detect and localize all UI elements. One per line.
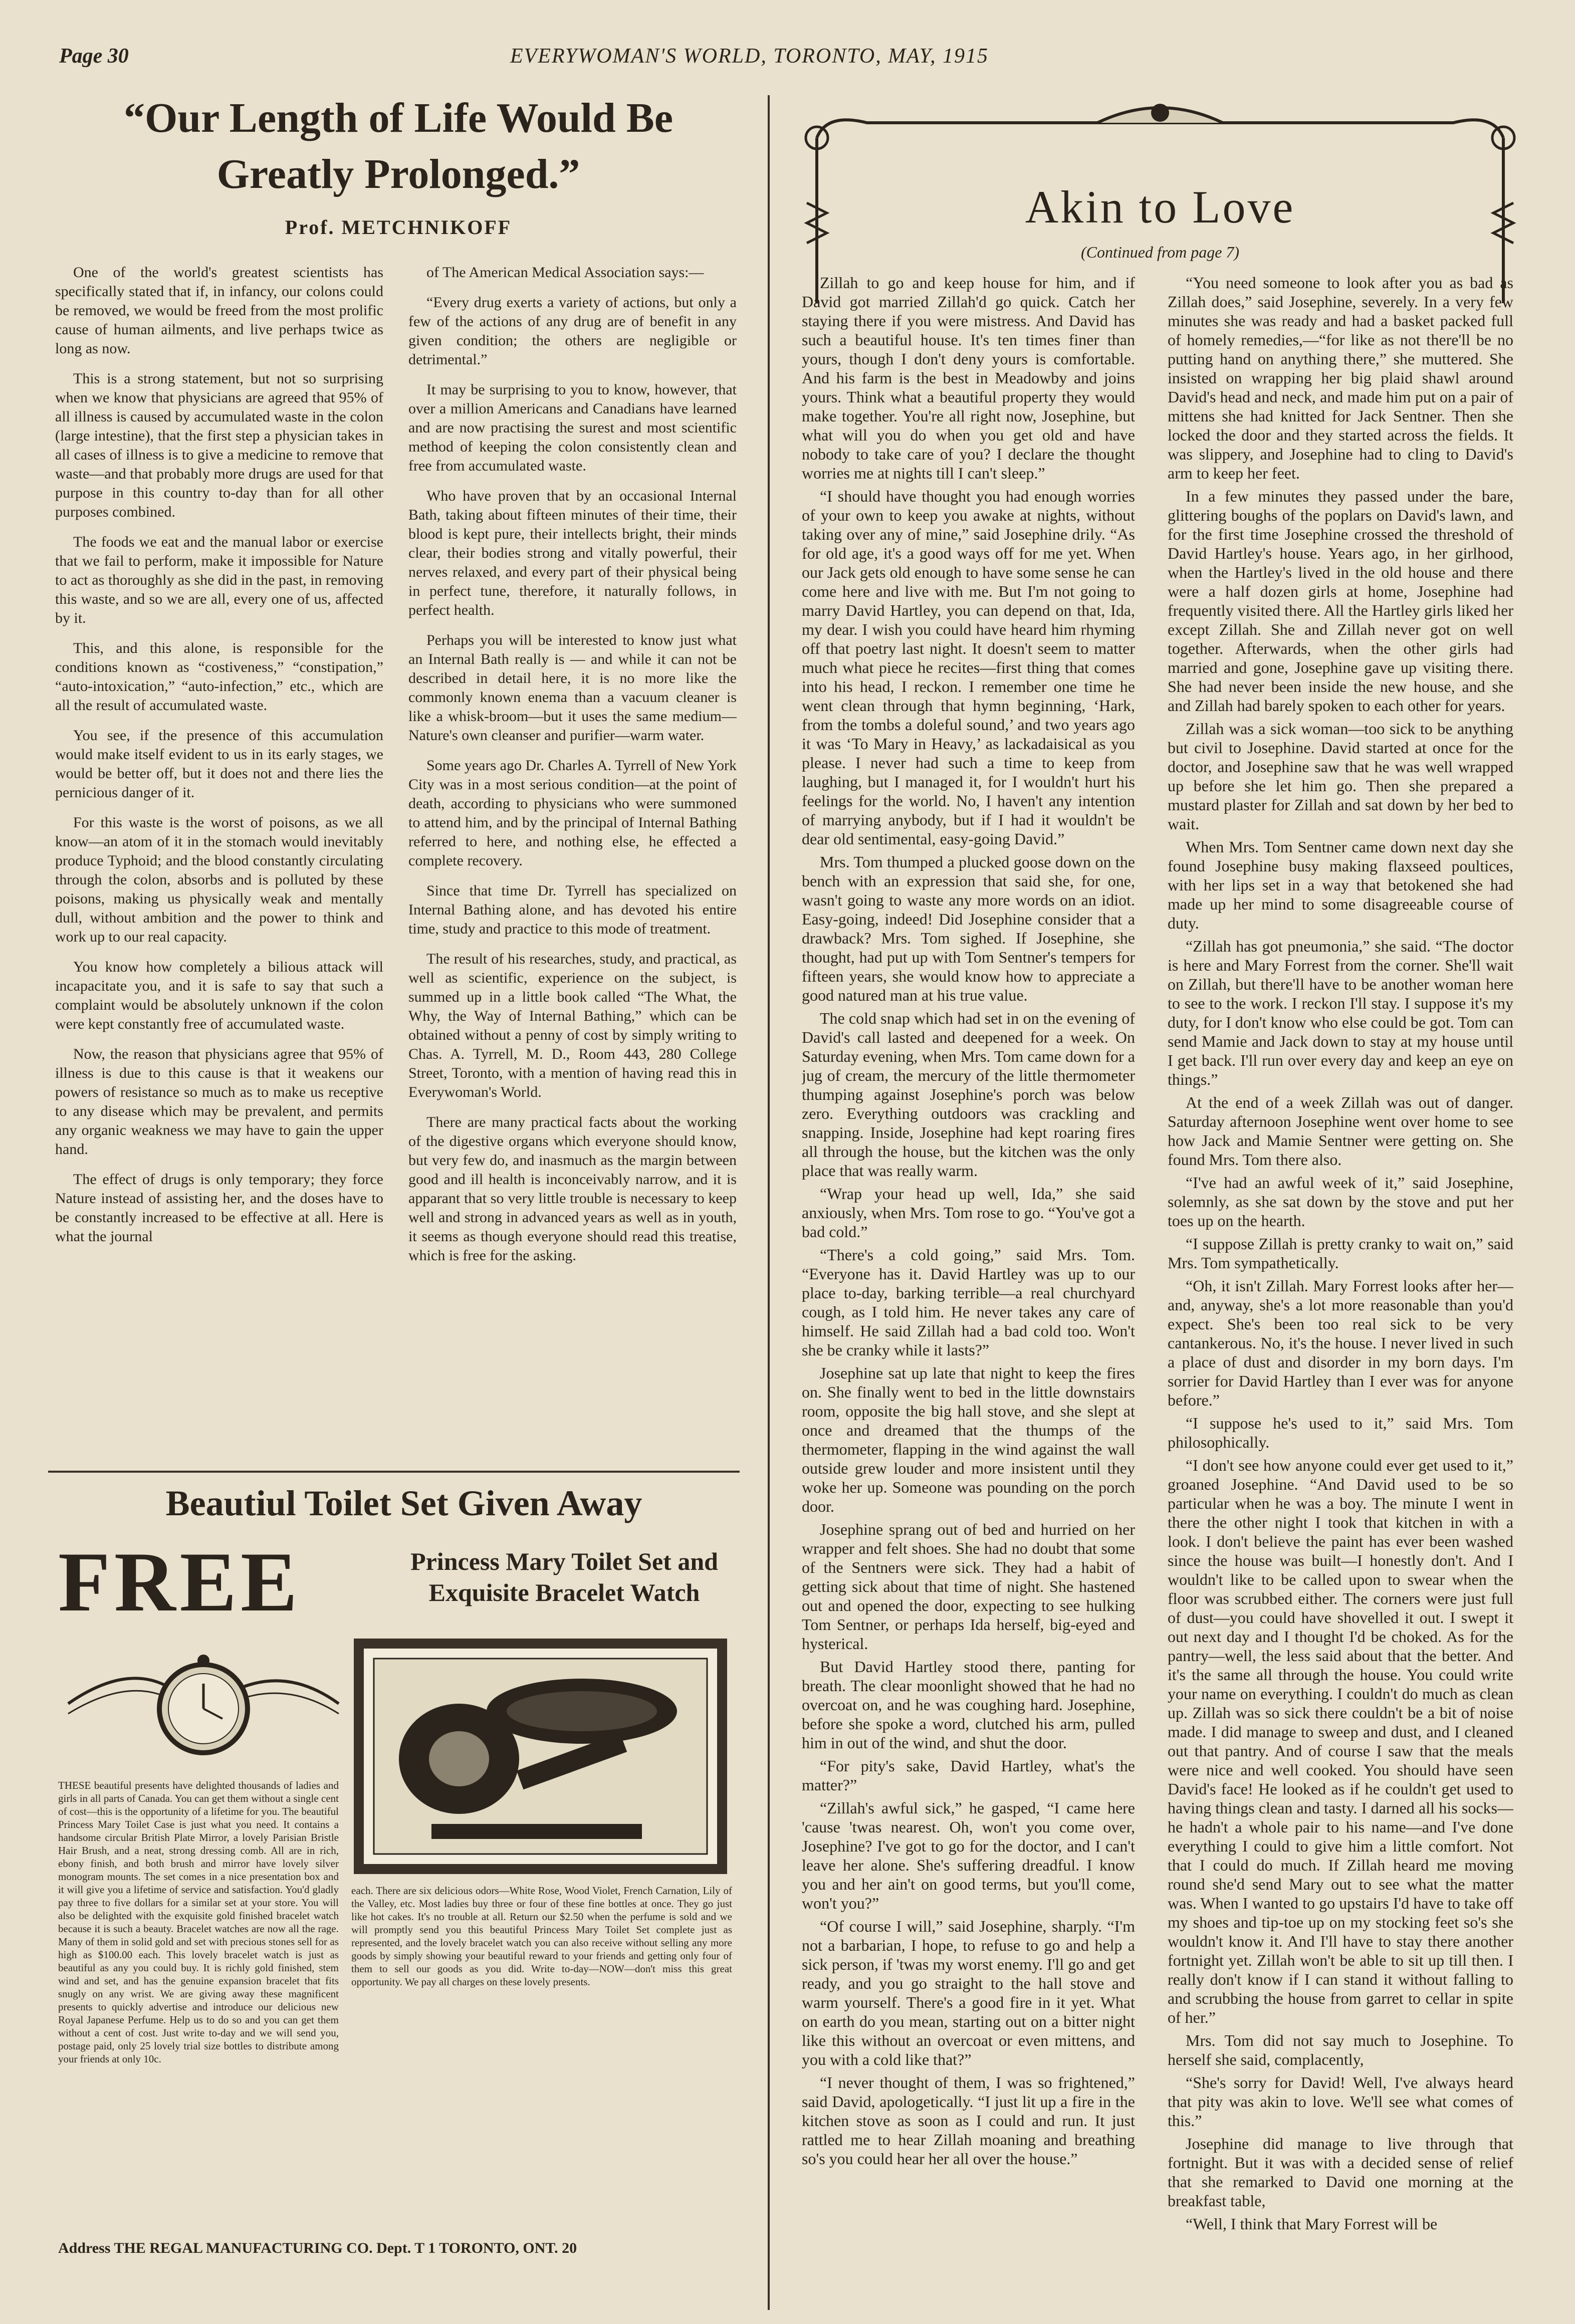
story-headline: Akin to Love <box>1025 181 1295 233</box>
article-column-1 <box>55 263 383 1446</box>
paragraph: “I should have thought you had enough worries of your own to keep you awake at nights, without taking over any of mine,” said Josephine drily. “As for old age, it's a good ways off for me yet. When our Jack gets old enough to have some sense he can come here and live with me. But I'm not going to marry David Hartley, you can depend on that, Ida, my dear. I wish you could have heard him rhyming off that poetry last night. It doesn't seem to matter much what piece he recites—first thing that comes into his head, I reckon. I remember one time he went clean through that hymn beginning, ‘Hark, from the tombs a doleful sound,’ and two years ago it was ‘To Mary in Heavy,’ as lackadaisical as you please. I never had such a time to keep from laughing, but I managed it, for I wouldn't hurt his feelings for the world. No, I haven't any intention of marrying anybody, but if I had it wouldn't be dear old sentimental, easy-going David.” <box>802 487 1135 848</box>
paragraph: It may be surprising to you to know, however, that over a million Americans and Canadians have learned and are now practising the surest and most scientific method of keeping the colon consistently clean and free from accumulated waste. <box>408 381 737 474</box>
paragraph: There are many practical facts about the working of the digestive organs which everyone should know, but very few do, and inasmuch as the margin between good and ill health is inconceivably narrow, and it is apparant that so very little trouble is necessary to keep well and strong in advanced years as well as in youth, it seems as though everyone should read this treatise, which is free for the asking. <box>408 1114 737 1264</box>
paragraph: Who have proven that by an occasional Internal Bath, taking about fifteen minutes of their time, their blood is kept pure, their intellects bright, their minds clear, their bodies strong and vitally powerful, their nerves relaxed, and every part of their physical being in perfect tune, therefore, it naturally follows, in perfect health. <box>408 488 737 618</box>
paragraph: Some years ago Dr. Charles A. Tyrrell of New York City was in a most serious condition—at the point of death, according to physicians who were summoned to attend him, and by the principal of Internal Bathing referred to here, and nothing else, he effected a complete recovery. <box>408 757 737 869</box>
article-headline: “Our Length of Life Would Be Greatly Prolonged.” <box>123 95 673 197</box>
paragraph: “Oh, it isn't Zillah. Mary Forrest looks after her—and, anyway, she's a lot more reasonable than you'd expect. She's been too real sick to be very cantankerous. No, it's the house. I never lived in such a place of dust and disorder in my born days. I'm sorrier for David Hartley than I ever was for anyone before.” <box>1168 1277 1513 1409</box>
paragraph: “You need someone to look after you as bad as Zillah does,” said Josephine, severely. In a very few minutes she was ready and had a basket packed full of homely remedies,—“for like as not there'll be no putting hand on anything there,” she muttered. She insisted on wrapping her big plaid shawl around David's head and neck, and made him put on a pair of mittens she had knitted for Jack Sentner. Then she locked the door and they started across the fields. It was slippery, and Josephine had to cling to David's arm to keep her feet. <box>1168 274 1513 482</box>
paragraph: Josephine sat up late that night to keep the fires on. She finally went to bed in the little downstairs room, opposite the big hall stove, and she slept at once and dreamed that the thumps of the thermometer, flapping in the wind against the wall outside grew louder and more insistent until they woke her up. Someone was pounding on the porch door. <box>802 1364 1135 1515</box>
story-column-2 <box>1168 273 1513 2302</box>
ad-free-title: FREE <box>58 1535 302 1629</box>
paragraph: “I suppose Zillah is pretty cranky to wait on,” said Mrs. Tom sympathetically. <box>1168 1235 1513 1272</box>
paragraph: At the end of a week Zillah was out of danger. Saturday afternoon Josephine went over home to see how Jack and Mamie Sentner were getting on. She found Mrs. Tom there also. <box>1168 1093 1513 1169</box>
advertisement <box>48 1478 750 2300</box>
paragraph: In a few minutes they passed under the bare, glittering boughs of the poplars on David's lawn, and for the first time Josephine crossed the threshold of David Hartley's house. Years ago, in her girlhood, when the Hartley's lived in the old house and there were a half dozen girls at home, Josephine had frequently visited there. All the Hartley girls liked her except Zillah. She and Zillah never got on well together. Afterwards, when the other girls had married and gone, Josephine gave up visiting there. She had never been inside the new house, and she and Zillah had barely spoken to each other for years. <box>1168 487 1513 715</box>
story-column-1 <box>802 273 1135 2302</box>
paragraph: “She's sorry for David! Well, I've always heard that pity was akin to love. We'll see what comes of this.” <box>1168 2073 1513 2130</box>
paragraph: Mrs. Tom thumped a plucked goose down on the bench with an expression that said she, for one, wasn't going to waste any more words on an idiot. Easy-going, indeed! Did Josephine consider that a drawback? Mrs. Tom sighed. If Josephine, she thought, had put up with Tom Sentner's tempers for fifteen years, she would know how to appreciate a good natured man at his true value. <box>802 853 1135 1004</box>
paragraph: Mrs. Tom did not say much to Josephine. To herself she said, complacently, <box>1168 2031 1513 2068</box>
paragraph: “I've had an awful week of it,” said Josephine, solemnly, as she sat down by the stove and put her toes up on the hearth. <box>1168 1174 1513 1230</box>
paragraph: “There's a cold going,” said Mrs. Tom. “Everyone has it. David Hartley was up to our place to-day, barking terrible—a real churchyard cough, as I told him. He never takes any care of himself. He said Zillah had a bad cold too. Won't she be cranky while it lasts?” <box>802 1246 1135 1359</box>
paragraph: This is a strong statement, but not so surprising when we know that physicians are agreed that 95% of all illness is caused by accumulated waste in the colon (large intestine), that the first step a physician takes in all cases of illness is to give a medicine to remove that waste—and that probably more drugs are used for that purpose in this country to-day than for all other purposes combined. <box>55 370 383 520</box>
paragraph: “I never thought of them, I was so frightened,” said David, apologetically. “I just lit up a fire in the kitchen stove as soon as I could and run. It just rattled me to hear Zillah moaning and breathing so's you could hear her all over the house.” <box>802 2073 1135 2168</box>
page-header <box>59 44 1522 74</box>
paragraph: The effect of drugs is only temporary; they force Nature instead of assisting her, and the doses have to be constantly increased to be effective at all. Here is what the journal <box>55 1171 383 1245</box>
toilet-set-box-illustration <box>351 1636 730 1877</box>
paragraph: “I don't see how anyone could ever get used to it,” groaned Josephine. “And David used to be so particular when he was a boy. The minute I went in there the other night I took that kitchen in with a look. I don't believe the paint has ever been washed since the house was built—I honestly don't. And I wouldn't like to be called upon to swear when the floor was scrubbed either. The corners were just full of dust—you could have shovelled it out. I swept it out next day and I thought I'd be choked. As for the pantry—well, the less said about that the better. And it's the same all through the house. You could write your name on everything. I couldn't do much as clean up. Zillah was so sick there couldn't be a bit of noise made. I did manage to sweep and dust, and I cleaned out that pantry. And of course I saw that the meals were nice and well cooked. You should have seen David's face! He looked as if he couldn't get used to having things clean and tasty. I darned all his socks—he hadn't a whole pair to his name—and I've done everything I could to give him a little comfort. Not that I could do much. If Zillah heard me moving round she'd send Mary out to see what the matter was. When I wanted to go upstairs I'd have to take off my shoes and tip-toe up on my stocking feet so's she wouldn't know it. And I'll have to stay there another fortnight yet. Zillah won't be able to sit up till then. I really don't know if I can stand it without falling to and scrubbing the house from garret to cellar in spite of her.” <box>1168 1456 1513 2026</box>
paragraph: “For pity's sake, David Hartley, what's the matter?” <box>802 1757 1135 1794</box>
paragraph: “Wrap your head up well, Ida,” she said anxiously, when Mrs. Tom rose to go. “You've got a bad cold.” <box>802 1185 1135 1241</box>
paragraph: “Of course I will,” said Josephine, sharply. “I'm not a barbarian, I hope, to refuse to go and help a sick person, if 'twas my worst enemy. I'll go and get ready, and you go straight to the hall stove and warm yourself. There's a good fire in it yet. What on earth do you mean, starting out on a bitter night like this without an overcoat or even mittens, and you with a cold like that?” <box>802 1917 1135 2068</box>
paragraph: The result of his researches, study, and practical, as well as scientific, experience on the subject, is summed up in a little book called “The What, the Why, the Way of Internal Bathing,” which can be obtained without a penny of cost by simply writing to Chas. A. Tyrrell, M. D., Room 443, 280 College Street, Toronto, with a mention of having read this in Everywoman's World. <box>408 951 737 1100</box>
paragraph: You see, if the presence of this accumulation would make itself evident to us in its early stages, we would be better off, but it does not and there lies the pernicious danger of it. <box>55 727 383 801</box>
paragraph: Zillah to go and keep house for him, and if David got married Zillah'd go quick. Catch her staying there if you were mistress. And David has such a beautiful house. It's ten times finer than yours, though I don't deny yours is comfortable. And his farm is the best in Meadowby and joins yours. Think what a beautiful property they would make together. You're all right now, Josephine, but what will you do when you get old and have nobody to take care of you? I declare the thought worries me at nights till I can't sleep.” <box>802 274 1135 482</box>
paragraph: Perhaps you will be interested to know just what an Internal Bath really is — and while it can not be described in detail here, it is no more like the commonly known enema than a vacuum cleaner is like a whisk-broom—but it uses the same medium—Nature's own cleanser and purifier—warm water. <box>408 632 737 744</box>
section-divider <box>48 1471 740 1473</box>
paragraph: “Zillah has got pneumonia,” she said. “The doctor is here and Mary Forrest from the corner. She'll wait on Zillah, but there'll have to be another woman here to see to the work. I reckon I'll stay. I suppose it's my duty, for I don't know who else could be got. Tom can send Mamie and Jack down to stay at my house until I get back. I'll run over every day and keep an eye on things.” <box>1168 937 1513 1088</box>
paragraph: You know how completely a bilious attack will incapacitate you, and it is safe to say that such a complaint would be absolutely unknown if the colon were kept constantly free of accumulated waste. <box>55 959 383 1032</box>
paragraph: For this waste is the worst of poisons, as we all know—an atom of it in the stomach would inevitably produce Typhoid; and the blood constantly circulating through the colon, absorbs and is polluted by these poisons, making us physically weak and mentally dull, without ambition and the power to think and work up to our real capacity. <box>55 814 383 945</box>
page-number: Page 30 <box>59 45 129 68</box>
ad-body-right: each. There are six delicious odors—White Rose, Wood Violet, French Carnation, Lily of the Valley, etc. Most ladies buy three or four of these fine bottles at once. They go just like hot cakes. It's no trouble at all. Return our $2.50 when the perfume is sold and we will promptly send you this beautiful Princess Mary Toilet Set complete just as represented, and the lovely bracelet watch you can also receive without selling any more goods by simply showing your beautiful reward to your friends and getting only four of them to sell our goods as you did. Write to-day—NOW—don't miss this great opportunity. We pay all charges on these lovely presents. <box>351 1885 732 1988</box>
paragraph: When Mrs. Tom Sentner came down next day she found Josephine busy making flaxseed poultices, with her lips set in a way that betokened she had made up her mind to some disagreeable course of duty. <box>1168 838 1513 932</box>
paragraph: This, and this alone, is responsible for the conditions known as “costiveness,” “constipation,” “auto-intoxication,” “auto-infection,” etc., which are all the result of accumulated waste. <box>55 640 383 714</box>
ad-address: Address THE REGAL MANUFACTURING CO. Dept. T 1 TORONTO, ONT. 20 <box>58 2240 577 2256</box>
paragraph: Josephine sprang out of bed and hurried on her wrapper and felt shoes. She had no doubt that some of the Sentners were sick. They had a habit of getting sick about that time of night. She hastened out and opened the door, expecting to see hulking Tom Sentner, or perhaps Ida herself, big-eyed and hysterical. <box>802 1520 1135 1653</box>
ad-subheadline: Princess Mary Toilet Set and Exquisite Bracelet Watch <box>410 1547 718 1606</box>
paragraph: “Every drug exerts a variety of actions, but only a few of the actions of any drug are of benefit in any given condition; the others are negligible or detrimental.” <box>408 294 737 368</box>
article-column-2 <box>408 263 737 1446</box>
ad-headline: Beautiul Toilet Set Given Away <box>165 1483 642 1523</box>
ad-body-left: THESE beautiful presents have delighted thousands of ladies and girls in all parts of Canada. You can get them without a single cent of cost—this is the opportunity of a lifetime for you. The beautiful Princess Mary Toilet Case is just what you need. It contains a handsome circular British Plate Mirror, a lovely Parisian Bristle Hair Brush, and a neat, strong dressing comb. All are in rich, ebony finish, and both brush and mirror have lovely silver monogram mounts. The set comes in a nice presentation box and it will give you a lifetime of service and satisfaction. You'd gladly pay three to five dollars for a similar set at your store. You will also be delighted with the exquisite gold finished bracelet watch because it is such a beauty. Bracelet watches are now all the rage. Many of them in solid gold and set with precious stones sell for as high as $100.00 each. This lovely bracelet watch is just as beautiful as any you could buy. It is richly gold finished, stem wind and set, and has the genuine expansion bracelet that fits snugly on any wrist. We are giving away these magnificent presents to quickly advertise and introduce our delicious new Royal Japanese Perfume. Help us to do so and you can get them without a cent of cost. Just write to-day and we will send you, postage paid, only 25 lovely trial size bottles to distribute among your friends at only 10c. <box>58 1779 339 2065</box>
masthead: EVERYWOMAN'S WORLD, TORONTO, MAY, 1915 <box>510 45 989 68</box>
paragraph: “I suppose he's used to it,” said Mrs. Tom philosophically. <box>1168 1414 1513 1451</box>
paragraph: The foods we eat and the manual labor or exercise that we fail to perform, make it impossible for Nature to act as thoroughly as she did in the past, in removing this waste, and so we are all, every one of us, affected by it. <box>55 534 383 626</box>
column-divider <box>768 95 770 2310</box>
paragraph: of The American Medical Association says:— <box>426 264 704 281</box>
paragraph: Since that time Dr. Tyrrell has specialized on Internal Bathing alone, and has devoted his entire time, study and practice to this mode of treatment. <box>408 882 737 937</box>
paragraph: Now, the reason that physicians agree that 95% of illness is due to this cause is that it weakens our powers of resistance so much as to make us receptive to any disease which may be prevalent, and permits any organic weakness we may have to gain the upper hand. <box>55 1046 383 1157</box>
paragraph: Zillah was a sick woman—too sick to be anything but civil to Josephine. David started at once for the doctor, and Josephine saw that he was well wrapped up before she let him go. Then she prepared a mustard plaster for Zillah and sat down by her bed to wait. <box>1168 720 1513 833</box>
continued-note: (Continued from page 7) <box>1080 243 1240 261</box>
paragraph: But David Hartley stood there, panting for breath. The clear moonlight showed that he had no overcoat on, and he was coughing hard. Josephine, before she spoke a word, clutched his arm, pulled him in out of the wind, and shut the door. <box>802 1658 1135 1752</box>
article-byline: Prof. METCHNIKOFF <box>285 216 512 239</box>
bracelet-watch-illustration <box>63 1639 344 1769</box>
paragraph: “Zillah's awful sick,” he gasped, “I came here 'cause 'twas nearest. Oh, won't you come over, Josephine? I've got to go for the doctor, and I can't leave her alone. She's suffering dreadful. I know you and her ain't on good terms, but you'll come, won't you?” <box>802 1799 1135 1912</box>
paragraph: The cold snap which had set in on the evening of David's call lasted and deepened for a week. On Saturday evening, when Mrs. Tom came down for a jug of cream, the mercury of the little thermometer thumping against Josephine's porch was below zero. Everything outdoors was crackling and snapping. Inside, Josephine had kept roaring fires all through the house, but the kitchen was the only place that was really warm. <box>802 1009 1135 1180</box>
paragraph: Josephine did manage to live through that fortnight. But it was with a decided sense of relief that she remarked to David one morning at the breakfast table, <box>1168 2135 1513 2210</box>
paragraph: “Well, I think that Mary Forrest will be <box>1186 2215 1438 2233</box>
paragraph: One of the world's greatest scientists has specifically stated that if, in infancy, our colons could be removed, we would be freed from the most prolific cause of human ailments, and live perhaps twice as long as now. <box>55 264 383 357</box>
